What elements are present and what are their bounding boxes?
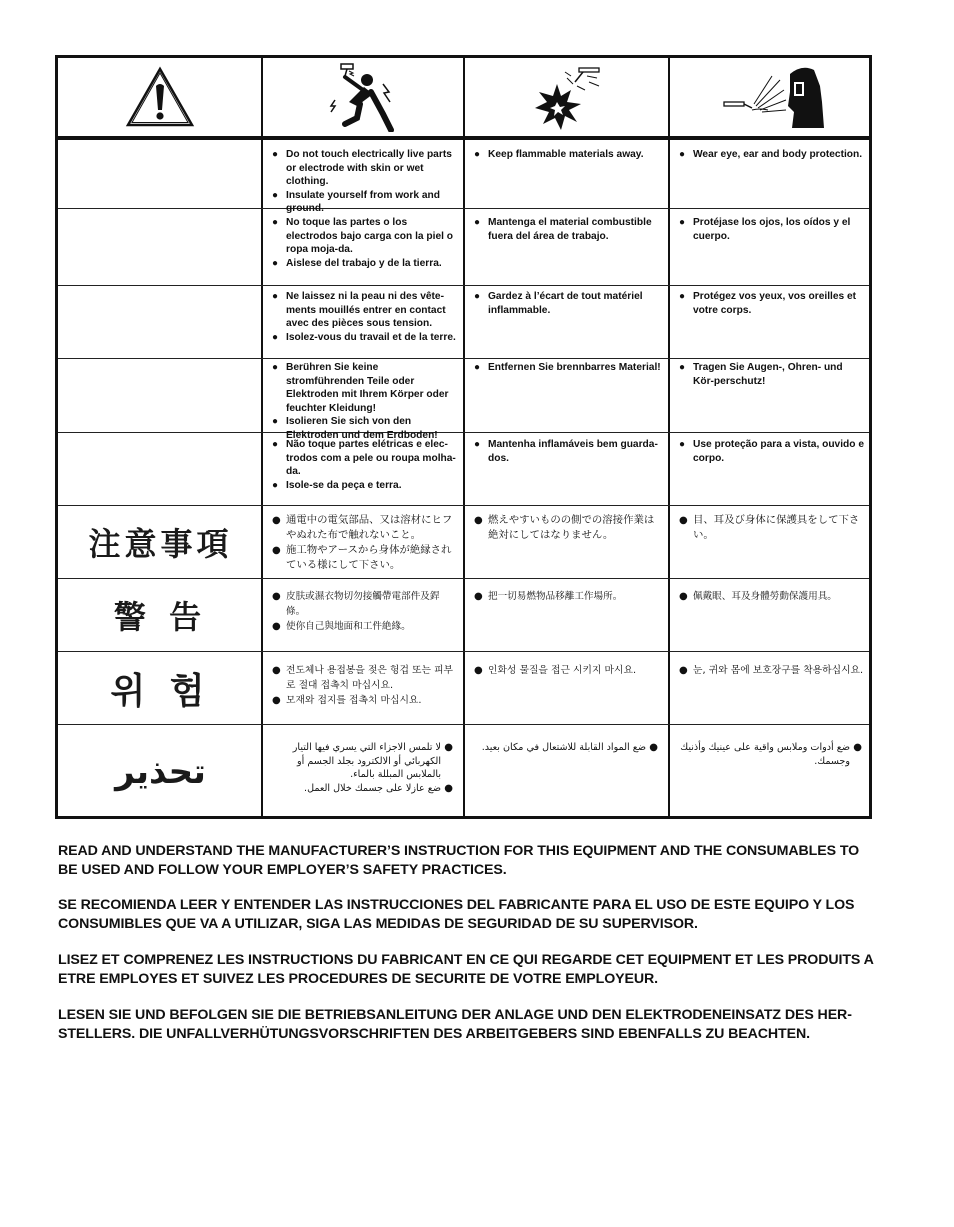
row-divider xyxy=(58,358,869,359)
note-german: LESEN SIE UND BEFOLGEN SIE DIE BETRIEBSANLEITUNG DER ANLAGE UND DEN ELEKTRODENEINSATZ DES HER-STELLERS. DIE UNFALLVERHÜTUNGSVORSCHRIFTEN DES ARBEITGEBERS SIND EBENFALLS ZU BEACHTEN. xyxy=(58,1007,852,1042)
list-item: ● Gardez à l’écart de tout matériel inflammable. xyxy=(474,290,662,317)
list-item: ● 目、耳及び身体に保護具をして下さい。 xyxy=(679,513,866,543)
list-item: ● Wear eye, ear and body protection. xyxy=(679,148,866,162)
electric-shock-icon xyxy=(327,62,399,132)
row-en-protect xyxy=(670,148,872,162)
note-spanish: SE RECOMIENDA LEER Y ENTENDER LAS INSTRUCCIONES DEL FABRICANTE PARA EL USO DE ESTE EQUIPO Y LOS CONSUMIBLES QUE VA A UTILIZAR, SIGA LAS MEDIDAS DE SEGURIDAD DE SU SUPERVISOR. xyxy=(58,897,855,932)
list-item: ● 皮肤或濕衣物切勿接觸帶電部件及銲條。 xyxy=(272,589,457,619)
list-item: ● 눈, 귀와 몸에 보호장구를 착용하십시요. xyxy=(679,663,866,678)
list-item: ● Mantenga el material combustible fuera del área de trabajo. xyxy=(474,216,662,243)
row-fr-protect xyxy=(670,290,872,317)
row-ko-fire xyxy=(465,663,668,678)
list-item: ● Aislese del trabajo y de la tierra. xyxy=(272,257,457,271)
row-ar-shock xyxy=(263,741,463,795)
list-item: ● ضع عازلا على جسمك خلال العمل. xyxy=(269,782,453,796)
list-item: ● Insulate yourself from work and ground. xyxy=(272,189,457,216)
list-item: ● 燃えやすいものの側での溶接作業は絶対にしてはなりません。 xyxy=(474,513,662,543)
note-french: LISEZ ET COMPRENEZ LES INSTRUCTIONS DU FABRICANT EN CE QUI REGARDE CET EQUIPMENT ET LES PRODUITS A ETRE EMPLOYES ET SUIVEZ LES PROCEDURES DE SECURITE DE VOTRE EMPLOYEUR. xyxy=(58,952,874,987)
row-ko-protect xyxy=(670,663,872,678)
list-item: ● Ne laissez ni la peau ni des vête-ments mouillés entrer en contact avec des pièces sous tension. xyxy=(272,290,457,331)
row-ko-shock xyxy=(263,663,463,708)
row-zh-fire xyxy=(465,589,668,604)
list-item: ● 모재와 접지를 접촉치 마십시요. xyxy=(272,693,457,708)
row-divider xyxy=(58,432,869,433)
list-item: ● Use proteção para a vista, ouvido e corpo. xyxy=(679,438,866,465)
row-ar-fire xyxy=(465,741,668,755)
list-item: ● No toque las partes o los electrodos bajo carga con la piel o ropa moja-da. xyxy=(272,216,457,257)
list-item: ● Berühren Sie keine stromführenden Teile oder Elektroden mit Ihrem Körper oder feuchter Kleidung! xyxy=(272,361,457,415)
lang-label-arabic: تحذير xyxy=(115,752,206,792)
eye-protection-cell xyxy=(670,58,872,136)
header-divider xyxy=(58,136,869,140)
list-item: ● 通電中の電気部品、又は溶材にヒフやぬれた布で触れないこと。 xyxy=(272,513,457,543)
row-de-shock xyxy=(263,361,463,443)
list-item: ● ضع المواد القابلة للاشتعال في مكان بعيد. xyxy=(471,741,658,755)
row-de-fire xyxy=(465,361,668,375)
row-es-protect xyxy=(670,216,872,243)
lang-label-korean: 위 험 xyxy=(110,670,211,712)
column-divider xyxy=(463,58,465,816)
list-item: ● Protégez vos yeux, vos oreilles et votre corps. xyxy=(679,290,866,317)
list-item: ● Entfernen Sie brennbarres Material! xyxy=(474,361,662,375)
row-zh-protect xyxy=(670,589,872,604)
column-divider xyxy=(668,58,670,816)
row-ja-fire xyxy=(465,513,668,543)
fire-explosion-icon xyxy=(527,62,607,132)
list-item: ● Isolieren Sie sich von den Elektroden und dem Erdboden! xyxy=(272,415,457,442)
list-item: ● 전도체나 용접봉을 젖은 헝겁 또는 피부로 절대 접촉치 마십시요. xyxy=(272,663,457,693)
row-divider xyxy=(58,285,869,286)
row-en-shock xyxy=(263,148,463,216)
safety-warning-table xyxy=(55,55,872,819)
list-item: ● Keep flammable materials away. xyxy=(474,148,662,162)
note-english: READ AND UNDERSTAND THE MANUFACTURER’S INSTRUCTION FOR THIS EQUIPMENT AND THE CONSUMABLES TO BE USED AND FOLLOW YOUR EMPLOYER’S SAFETY PRACTICES. xyxy=(58,843,860,878)
lang-label-chinese: 警 告 xyxy=(113,598,208,636)
row-fr-fire xyxy=(465,290,668,317)
fire-explosion-cell xyxy=(465,58,668,136)
list-item: ● Protéjase los ojos, los oídos y el cuerpo. xyxy=(679,216,866,243)
row-divider xyxy=(58,208,869,209)
electric-shock-cell xyxy=(263,58,463,136)
list-item: ● ضع أدوات وملابس واقية على عينيك وأذنيك وجسمك. xyxy=(676,741,862,768)
row-pt-protect xyxy=(670,438,872,465)
list-item: ● 佩戴眼、耳及身體勞動保護用具。 xyxy=(679,589,866,604)
list-item: ● Isolez-vous du travail et de la terre. xyxy=(272,331,457,345)
row-es-fire xyxy=(465,216,668,243)
list-item: ● 使你自己與地面和工件絶緣。 xyxy=(272,619,457,634)
row-ar-protect xyxy=(670,741,872,768)
list-item: ● 把一切易燃物品移離工作場所。 xyxy=(474,589,662,604)
lang-label-japanese: 注意事項 xyxy=(88,525,233,563)
row-pt-fire xyxy=(465,438,668,465)
row-fr-shock xyxy=(263,290,463,344)
row-en-fire xyxy=(465,148,668,162)
list-item: ● Do not touch electrically live parts or electrode with skin or wet clothing. xyxy=(272,148,457,189)
row-ja-protect xyxy=(670,513,872,543)
row-pt-shock xyxy=(263,438,463,492)
list-item: ● لا تلمس الاجزاء التي يسري فيها التيار الكهربائي أو الالكترود بجلد الجسم أو بالملابس المبللة بالماء. xyxy=(269,741,453,782)
eye-protection-icon xyxy=(716,62,826,132)
list-item: ● Mantenha inflamáveis bem guarda-dos. xyxy=(474,438,662,465)
row-ja-shock xyxy=(263,513,463,573)
row-es-shock xyxy=(263,216,463,270)
list-item: ● Tragen Sie Augen-, Ohren- und Kör-perschutz! xyxy=(679,361,866,388)
list-item: ● 인화성 물질을 접근 시키지 마시요. xyxy=(474,663,662,678)
list-item: ● Isole-se da peça e terra. xyxy=(272,479,457,493)
list-item: ● Não toque partes elétricas e elec-trodos com a pele ou roupa molha-da. xyxy=(272,438,457,479)
warning-cell xyxy=(58,58,261,136)
list-item: ● 施工物やアースから身体が絶縁されている様にして下さい。 xyxy=(272,543,457,573)
warning-triangle-icon xyxy=(125,66,195,128)
row-de-protect xyxy=(670,361,872,388)
row-zh-shock xyxy=(263,589,463,634)
